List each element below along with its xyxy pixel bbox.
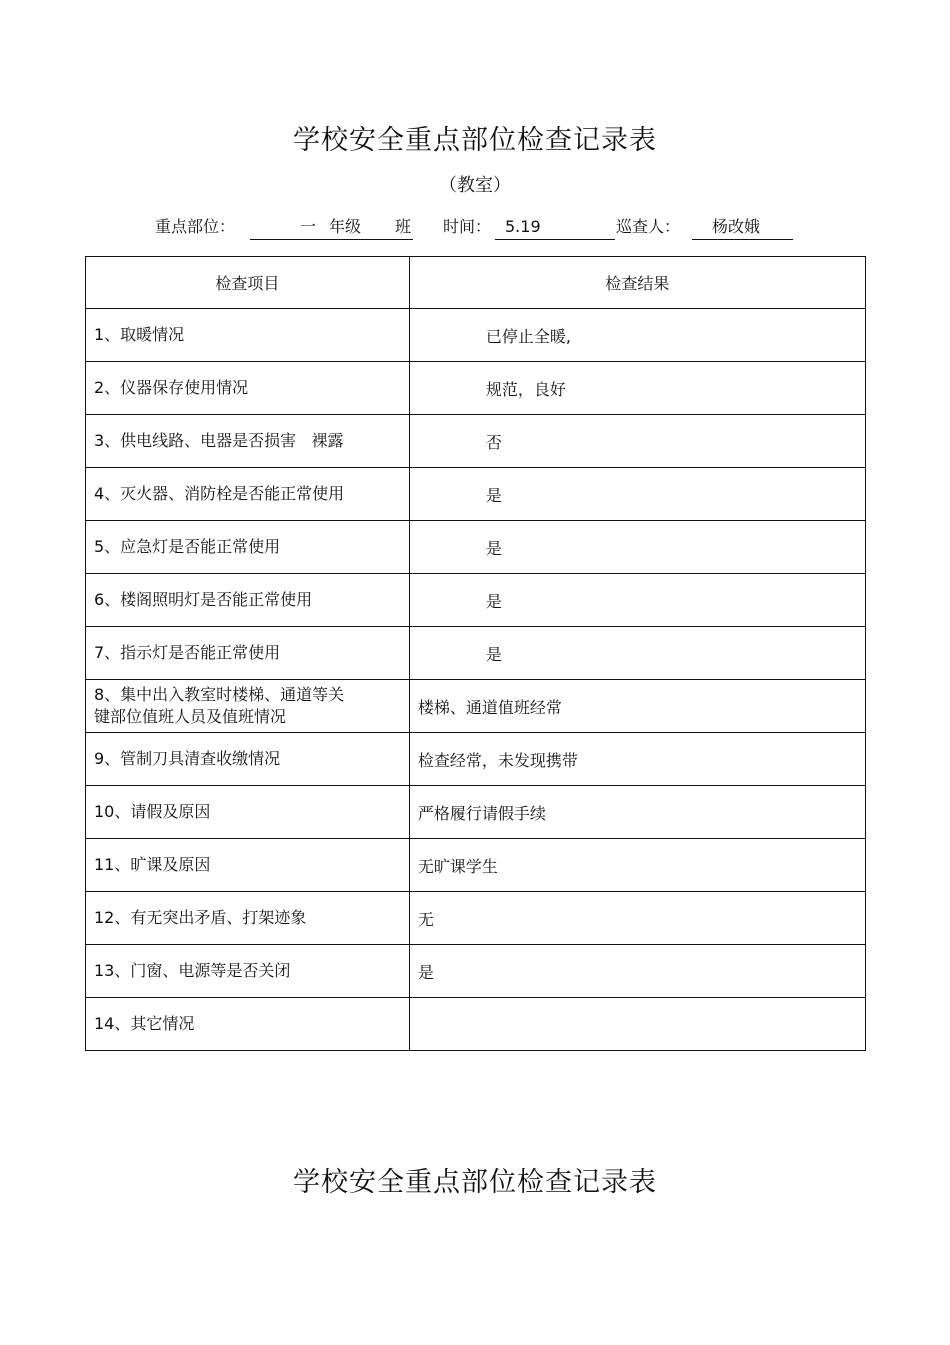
item-cell: 9、管制刀具清查收缴情况: [86, 733, 410, 786]
item-cell: 5、应急灯是否能正常使用: [86, 521, 410, 574]
result-cell: 无旷课学生: [409, 839, 865, 892]
class-text: 班: [395, 217, 412, 236]
item-cell: 7、指示灯是否能正常使用: [86, 627, 410, 680]
result-cell: 是: [409, 468, 865, 521]
result-cell: 无: [409, 892, 865, 945]
table-row: [86, 362, 866, 415]
result-cell: 是: [409, 521, 865, 574]
result-cell: 规范，良好: [409, 362, 865, 415]
page-title: 学校安全重点部位检查记录表: [293, 125, 657, 156]
table-row: [86, 733, 866, 786]
result-cell: 是: [409, 627, 865, 680]
inspection-table: [85, 256, 866, 1051]
table-row: [86, 521, 866, 574]
table-row: [86, 998, 866, 1051]
item-cell: 6、楼阁照明灯是否能正常使用: [86, 574, 410, 627]
item-cell: 12、有无突出矛盾、打架迹象: [86, 892, 410, 945]
item-cell: 14、其它情况: [86, 998, 410, 1051]
item-cell: [86, 680, 410, 733]
result-cell: [409, 998, 865, 1051]
table-row: [86, 627, 866, 680]
result-cell: 是: [409, 574, 865, 627]
table-row: [86, 574, 866, 627]
header-item: 检查项目: [86, 257, 410, 309]
time-label: 时间：: [443, 217, 492, 236]
result-cell: 已停止全暖,: [409, 309, 865, 362]
result-cell: 否: [409, 415, 865, 468]
location-field: [250, 215, 413, 240]
item-line-1: 8、集中出入教室时楼梯、通道等关: [94, 685, 345, 704]
result-cell: 楼梯、通道值班经常: [409, 680, 865, 733]
time-field: [495, 215, 615, 240]
table-row: [86, 786, 866, 839]
item-cell: 10、请假及原因: [86, 786, 410, 839]
item-cell: 11、旷课及原因: [86, 839, 410, 892]
table-row: [86, 309, 866, 362]
item-cell: 2、仪器保存使用情况: [86, 362, 410, 415]
grade-number: 一: [300, 217, 317, 236]
item-cell: 1、取暖情况: [86, 309, 410, 362]
table-row: [86, 680, 866, 733]
table-header-row: [86, 257, 866, 309]
meta-info-row: [0, 215, 950, 241]
table-row: [86, 892, 866, 945]
result-cell: 是: [409, 945, 865, 998]
page-subtitle: （教室）: [439, 175, 511, 196]
grade-text: 年级: [329, 217, 362, 236]
table-row: [86, 945, 866, 998]
item-cell: 3、供电线路、电器是否损害 裸露: [86, 415, 410, 468]
result-cell: 检查经常，未发现携带: [409, 733, 865, 786]
table-row: [86, 839, 866, 892]
item-cell: 13、门窗、电源等是否关闭: [86, 945, 410, 998]
time-value: 5.19: [505, 217, 541, 236]
inspector-field: [692, 215, 793, 240]
item-line-2: 键部位值班人员及值班情况: [94, 707, 287, 726]
inspector-value: 杨改娥: [712, 217, 761, 236]
location-label: 重点部位：: [155, 217, 236, 236]
table-row: [86, 415, 866, 468]
item-cell: 4、灭火器、消防栓是否能正常使用: [86, 468, 410, 521]
header-result: 检查结果: [409, 257, 865, 309]
table-row: [86, 468, 866, 521]
inspector-label: 巡查人：: [616, 217, 681, 236]
result-cell: 严格履行请假手续: [409, 786, 865, 839]
second-page-title: 学校安全重点部位检查记录表: [293, 1167, 657, 1198]
